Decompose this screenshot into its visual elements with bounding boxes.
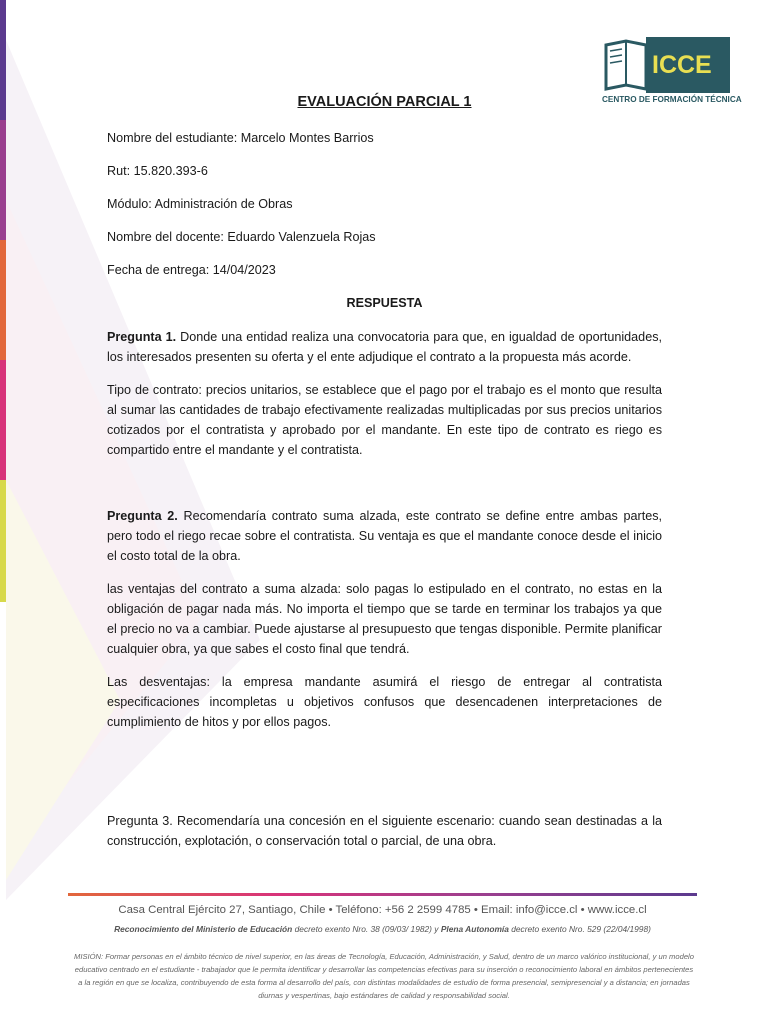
logo-name: ICCE (652, 51, 712, 79)
question-label: Pregunta 2. (107, 509, 178, 523)
footer-divider (68, 893, 697, 896)
question-label: Pregunta 1. (107, 330, 177, 344)
autonomy-label: Plena Autonomía (440, 924, 509, 934)
logo-subtitle: CENTRO DE FORMACIÓN TÉCNICA (602, 95, 742, 104)
footer-decree (68, 924, 697, 934)
side-strip-magenta (0, 120, 6, 240)
side-strip-purple (0, 0, 6, 120)
paragraph-text: las ventajas del contrato a suma alzada: solo pagas lo estipulado en el contrato, no estas en la obligación de pagar nada más. No importa el tiempo que se tarde en terminar los trabajos ya que el precio no va a cambiar. Puede ajustarse al presupuesto que tengas disponible. Permite planificar cualquier obra, ya que sabes el costo final que tendrá. (107, 582, 662, 656)
decree-label: Reconocimiento del Ministerio de Educación (114, 924, 293, 934)
paragraph-question-2 (107, 506, 662, 566)
page-title: EVALUACIÓN PARCIAL 1 (297, 94, 472, 110)
field-teacher: Nombre del docente: Eduardo Valenzuela Rojas (107, 230, 376, 244)
paragraph-text: Las desventajas: la empresa mandante asumirá el riesgo de entregar al contratista especificaciones incompletas u objetivos confusos que desencadenen interpretaciones de cumplimiento de hitos y por ellos pagos. (107, 675, 662, 729)
field-delivery-date: Fecha de entrega: 14/04/2023 (107, 263, 276, 277)
decree-text: decreto exento Nro. 38 (09/03/ 1982) y (292, 924, 441, 934)
footer-mission: MISIÓN: Formar personas en el ámbito técnico de nivel superior, en las áreas de Tecnología, Educación, Administración, y Salud, dentro de un marco valórico institucional, y un modelo educativo centrado en el estudiante - trabajador que le permita identificar y desarrollar las competencias efectivas para su inserción o reconocimiento laboral en ámbitos pertenecientes a la región en que se localiza, contribuyendo de esta forma al desarrollo del país, con distintas modalidades de estudio de forma presencial, semipresencial y a distancia; en jornadas diurnas y vespertinas, bajo estándares de calidad y responsabilidad social. (74, 952, 694, 1000)
autonomy-text: decreto exento Nro. 529 (22/04/1998) (508, 924, 651, 934)
paragraph-question-1 (107, 327, 662, 367)
paragraph-text: Donde una entidad realiza una convocatoria para que, en igualdad de oportunidades, los interesados presenten su oferta y el ente adjudique el contrato a la propuesta más acorde. (107, 330, 662, 364)
side-strip-yellow (0, 480, 6, 602)
paragraph-text: Recomendaría contrato suma alzada, este contrato se define entre ambas partes, pero todo el riego recae sobre el contratista. Su ventaja es que el mandante conoce desde el inicio el costo total de la obra. (107, 509, 662, 563)
paragraph-contract-type (107, 380, 662, 460)
footer-address: Casa Central Ejército 27, Santiago, Chile • Teléfono: +56 2 2599 4785 • Email: info@icce.cl • www.icce.cl (118, 904, 647, 916)
field-module: Módulo: Administración de Obras (107, 197, 293, 211)
side-strip-orange (0, 240, 6, 360)
paragraph-text: Pregunta 3. Recomendaría una concesión en el siguiente escenario: cuando sean destinadas a la construcción, explotación, o conservación total o parcial, de una obra. (107, 814, 662, 848)
paragraph-disadvantages (107, 672, 662, 732)
field-student-name: Nombre del estudiante: Marcelo Montes Barrios (107, 131, 374, 145)
paragraph-text: Tipo de contrato: precios unitarios, se establece que el pago por el trabajo es el monto que resulta al sumar las cantidades de trabajo efectivamente realizadas multiplicadas por sus precios unitarios cotizados por el contratista y aprobado por el mandante. En este tipo de contrato es riego es compartido entre el mandante y el contratista. (107, 383, 662, 457)
field-rut: Rut: 15.820.393-6 (107, 164, 208, 178)
side-strip-pink (0, 360, 6, 480)
section-heading: RESPUESTA (346, 296, 423, 310)
paragraph-question-3 (107, 811, 662, 851)
paragraph-advantages (107, 579, 662, 659)
